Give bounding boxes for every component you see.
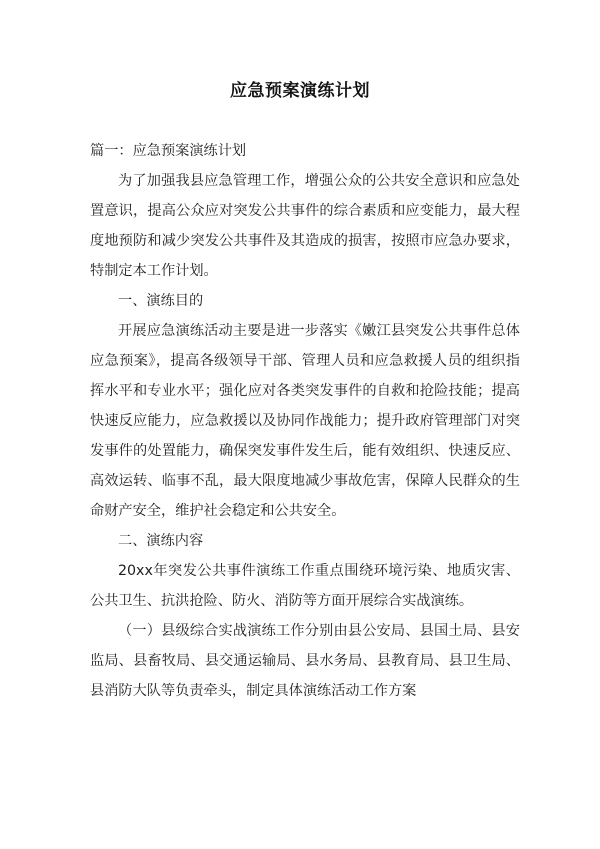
section-1-paragraph: 开展应急演练活动主要是进一步落实《嫩江县突发公共事件总体应急预案》，提高各级领导干部、管理人员和应急救援人员的组织指挥水平和专业水平；强化应对各类突发事件的自救和抢险技能；提高快速反应能力，应急救援以及协同作战能力；提升政府管理部门对突发事件的处置能力，确保突发事件发生后，能有效组织、快速反应、高效运转、临事不乱，最大限度地减少事故危害，保障人民群众的生命财产安全，维护社会稳定和公共安全。 xyxy=(90,323,520,519)
section-1-heading: 一、演练目的 xyxy=(118,293,204,309)
section-2-item-1: （一）县级综合实战演练工作分别由县公安局、县国土局、县安监局、县畜牧局、县交通运输局、县水务局、县教育局、县卫生局、县消防大队等负责牵头，制定具体演练活动工作方案 xyxy=(90,623,520,699)
document-body xyxy=(90,136,520,706)
section-2-heading: 二、演练内容 xyxy=(118,533,204,549)
section-2-paragraph: 20xx年突发公共事件演练工作重点围绕环境污染、地质灾害、公共卫生、抗洪抢险、防火、消防等方面开展综合实战演练。 xyxy=(90,563,520,609)
document-title: 应急预案演练计划 xyxy=(230,81,370,101)
intro-paragraph: 为了加强我县应急管理工作，增强公众的公共安全意识和应急处置意识，提高公众应对突发公共事件的综合素质和应变能力，最大程度地预防和减少突发公共事件及其造成的损害，按照市应急办要求，特制定本工作计划。 xyxy=(90,173,520,279)
chapter-heading: 篇一：应急预案演练计划 xyxy=(90,143,247,159)
